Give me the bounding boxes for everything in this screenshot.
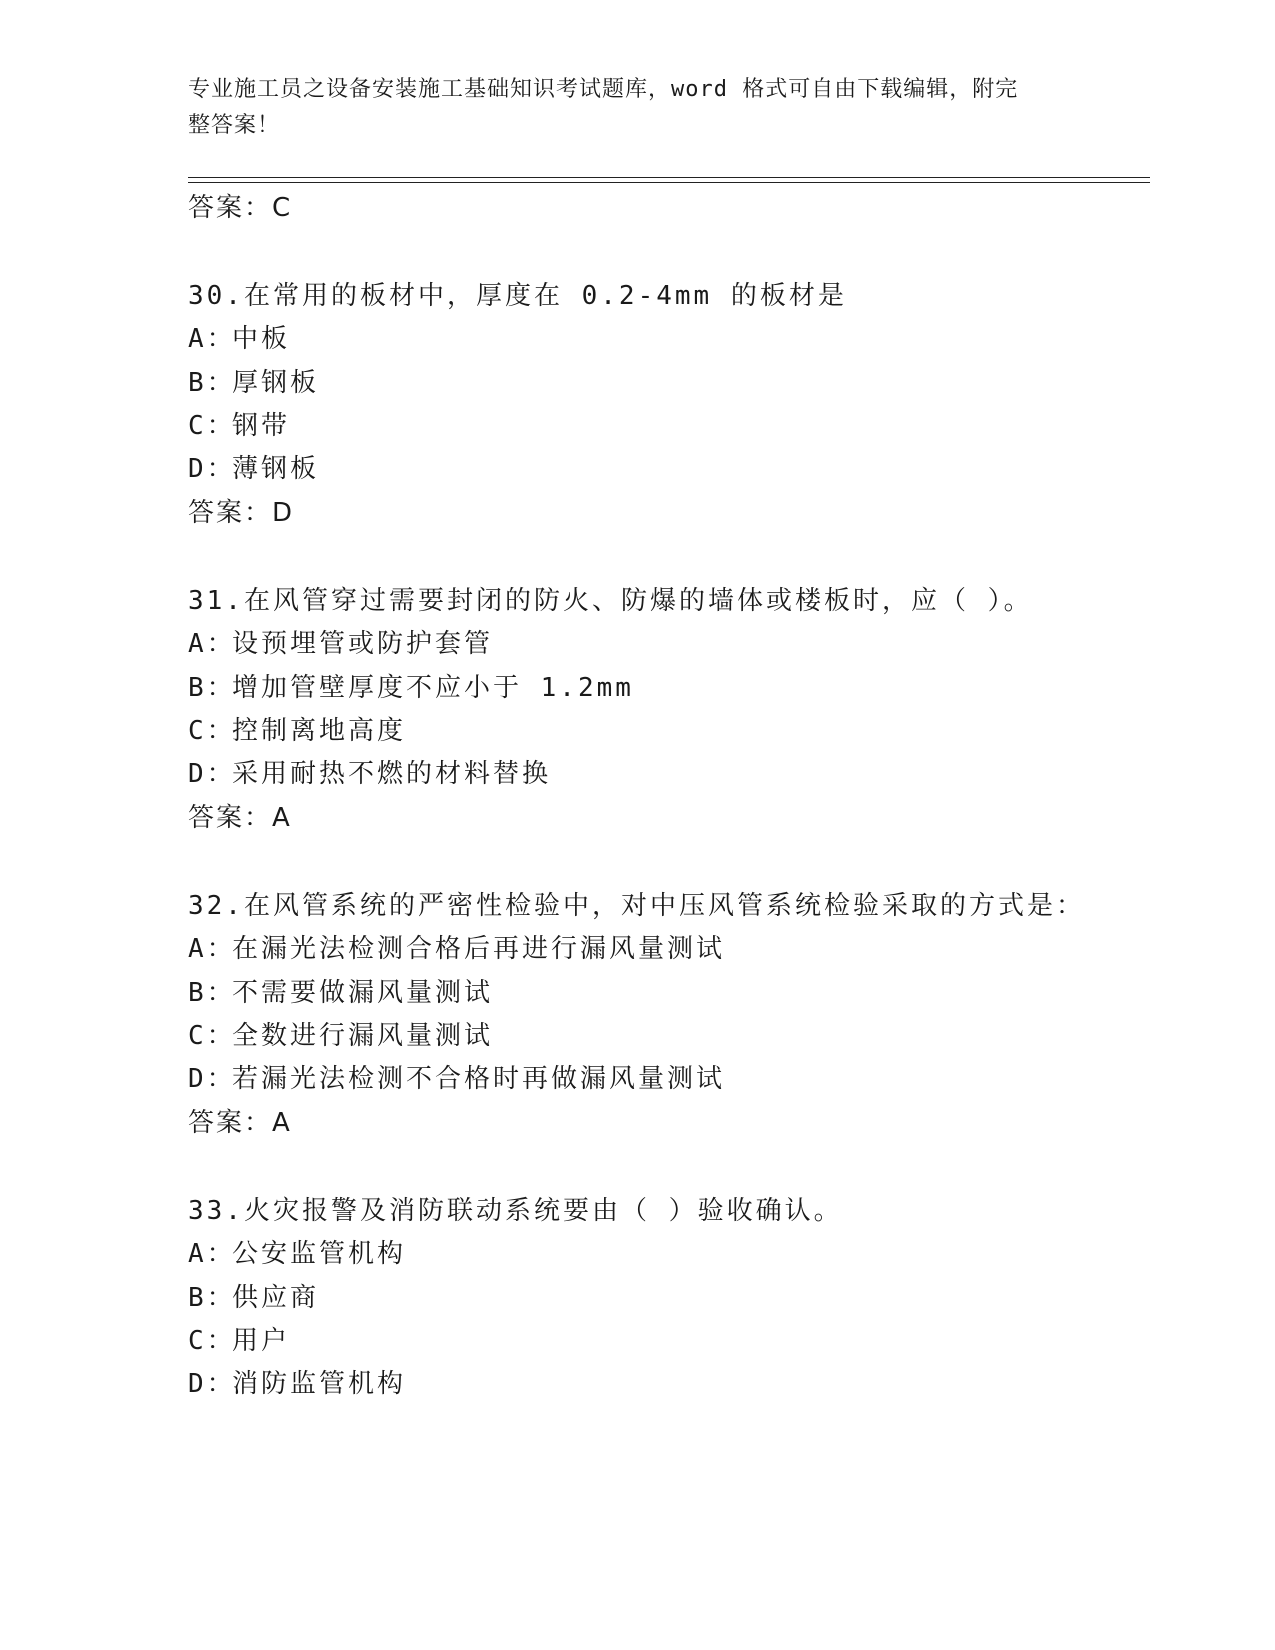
option-a xyxy=(188,628,493,660)
question-stem: 30.在常用的板材中，厚度在 0.2-4mm 的板材是 xyxy=(188,281,847,311)
option-text: 控制离地高度 xyxy=(232,716,407,746)
option-b xyxy=(188,367,319,399)
option-c xyxy=(188,1020,493,1052)
option-prefix: B： xyxy=(188,673,236,703)
answer-line: 答案：A xyxy=(188,1108,292,1138)
option-prefix: C： xyxy=(188,1326,236,1356)
option-text: 薄钢板 xyxy=(232,454,320,484)
option-prefix: C： xyxy=(188,1021,236,1051)
header-line-1: 专业施工员之设备安装施工基础知识考试题库，word 格式可自由下载编辑，附完 xyxy=(188,77,1019,102)
option-prefix: D： xyxy=(188,759,236,789)
option-d xyxy=(188,758,551,790)
option-text: 不需要做漏风量测试 xyxy=(232,978,494,1008)
option-prefix: D： xyxy=(188,1369,236,1399)
option-prefix: A： xyxy=(188,934,236,964)
option-text: 设预埋管或防护套管 xyxy=(232,629,494,659)
answer-line: 答案：A xyxy=(188,803,292,833)
option-text: 公安监管机构 xyxy=(232,1239,407,1269)
answer-line: 答案：D xyxy=(188,498,295,528)
answer-line: 答案：C xyxy=(188,193,293,223)
option-b xyxy=(188,672,634,704)
option-prefix: B： xyxy=(188,368,236,398)
option-d xyxy=(188,1368,406,1400)
option-prefix: D： xyxy=(188,1064,236,1094)
question-stem: 33.火灾报警及消防联动系统要由（ ）验收确认。 xyxy=(188,1196,843,1226)
option-a xyxy=(188,1238,406,1270)
option-text: 钢带 xyxy=(232,411,291,441)
question-stem: 31.在风管穿过需要封闭的防火、防爆的墙体或楼板时，应（ ）。 xyxy=(188,586,1033,616)
option-text: 中板 xyxy=(232,324,291,354)
option-d xyxy=(188,1063,725,1095)
option-b xyxy=(188,1282,319,1314)
option-prefix: B： xyxy=(188,1283,236,1313)
option-text: 供应商 xyxy=(232,1283,320,1313)
header-line-2: 整答案！ xyxy=(188,113,281,138)
option-text: 消防监管机构 xyxy=(232,1369,407,1399)
option-c xyxy=(188,410,290,442)
option-prefix: B： xyxy=(188,978,236,1008)
document-header xyxy=(188,72,1088,144)
option-c xyxy=(188,715,406,747)
option-c xyxy=(188,1325,290,1357)
option-text: 增加管壁厚度不应小于 1.2mm xyxy=(232,673,634,703)
option-text: 厚钢板 xyxy=(232,368,320,398)
question-stem: 32.在风管系统的严密性检验中，对中压风管系统检验采取的方式是： xyxy=(188,891,1085,921)
option-text: 全数进行漏风量测试 xyxy=(232,1021,494,1051)
option-prefix: D： xyxy=(188,454,236,484)
option-a xyxy=(188,933,725,965)
option-text: 若漏光法检测不合格时再做漏风量测试 xyxy=(232,1064,726,1094)
option-a xyxy=(188,323,290,355)
option-prefix: C： xyxy=(188,716,236,746)
option-d xyxy=(188,453,319,485)
option-prefix: A： xyxy=(188,1239,236,1269)
option-text: 用户 xyxy=(232,1326,291,1356)
header-divider-bottom xyxy=(188,182,1150,183)
option-prefix: C： xyxy=(188,411,236,441)
option-text: 采用耐热不燃的材料替换 xyxy=(232,759,552,789)
option-prefix: A： xyxy=(188,324,236,354)
header-divider-top xyxy=(188,177,1150,178)
option-text: 在漏光法检测合格后再进行漏风量测试 xyxy=(232,934,726,964)
option-prefix: A： xyxy=(188,629,236,659)
option-b xyxy=(188,977,493,1009)
